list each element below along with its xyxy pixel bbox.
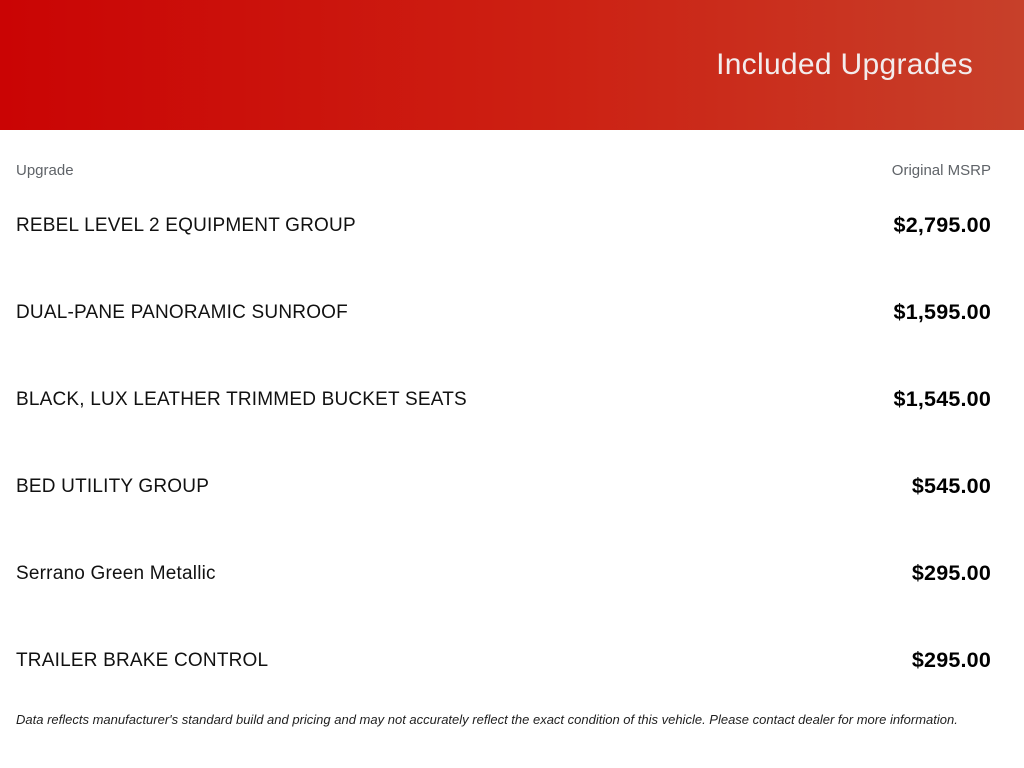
upgrade-name: BED UTILITY GROUP (16, 475, 210, 497)
table-row (16, 182, 991, 269)
disclaimer-text: Data reflects manufacturer's standard build and pricing and may not accurately reflect the exact condition of this vehicle. Please contact dealer for more information. (16, 712, 958, 727)
table-row (16, 356, 991, 443)
upgrades-table (0, 130, 1024, 727)
upgrade-msrp: $295.00 (911, 648, 991, 672)
page-title: Included Upgrades (716, 48, 973, 81)
table-row (16, 269, 991, 356)
upgrade-msrp: $1,595.00 (893, 300, 991, 324)
upgrade-msrp: $1,545.00 (893, 387, 991, 411)
upgrade-name: DUAL-PANE PANORAMIC SUNROOF (16, 301, 348, 323)
table-header-row (16, 130, 991, 182)
upgrade-msrp: $2,795.00 (893, 213, 991, 237)
table-row (16, 617, 991, 704)
upgrade-name: Serrano Green Metallic (16, 562, 216, 584)
upgrade-name: REBEL LEVEL 2 EQUIPMENT GROUP (16, 214, 356, 236)
table-row (16, 443, 991, 530)
table-row (16, 530, 991, 617)
upgrade-msrp: $295.00 (911, 561, 991, 585)
header-banner (0, 0, 1024, 130)
column-header-upgrade: Upgrade (16, 162, 74, 179)
upgrade-name: TRAILER BRAKE CONTROL (16, 649, 269, 671)
upgrade-msrp: $545.00 (911, 474, 991, 498)
column-header-original-msrp: Original MSRP (891, 162, 991, 179)
upgrade-name: BLACK, LUX LEATHER TRIMMED BUCKET SEATS (16, 388, 467, 410)
